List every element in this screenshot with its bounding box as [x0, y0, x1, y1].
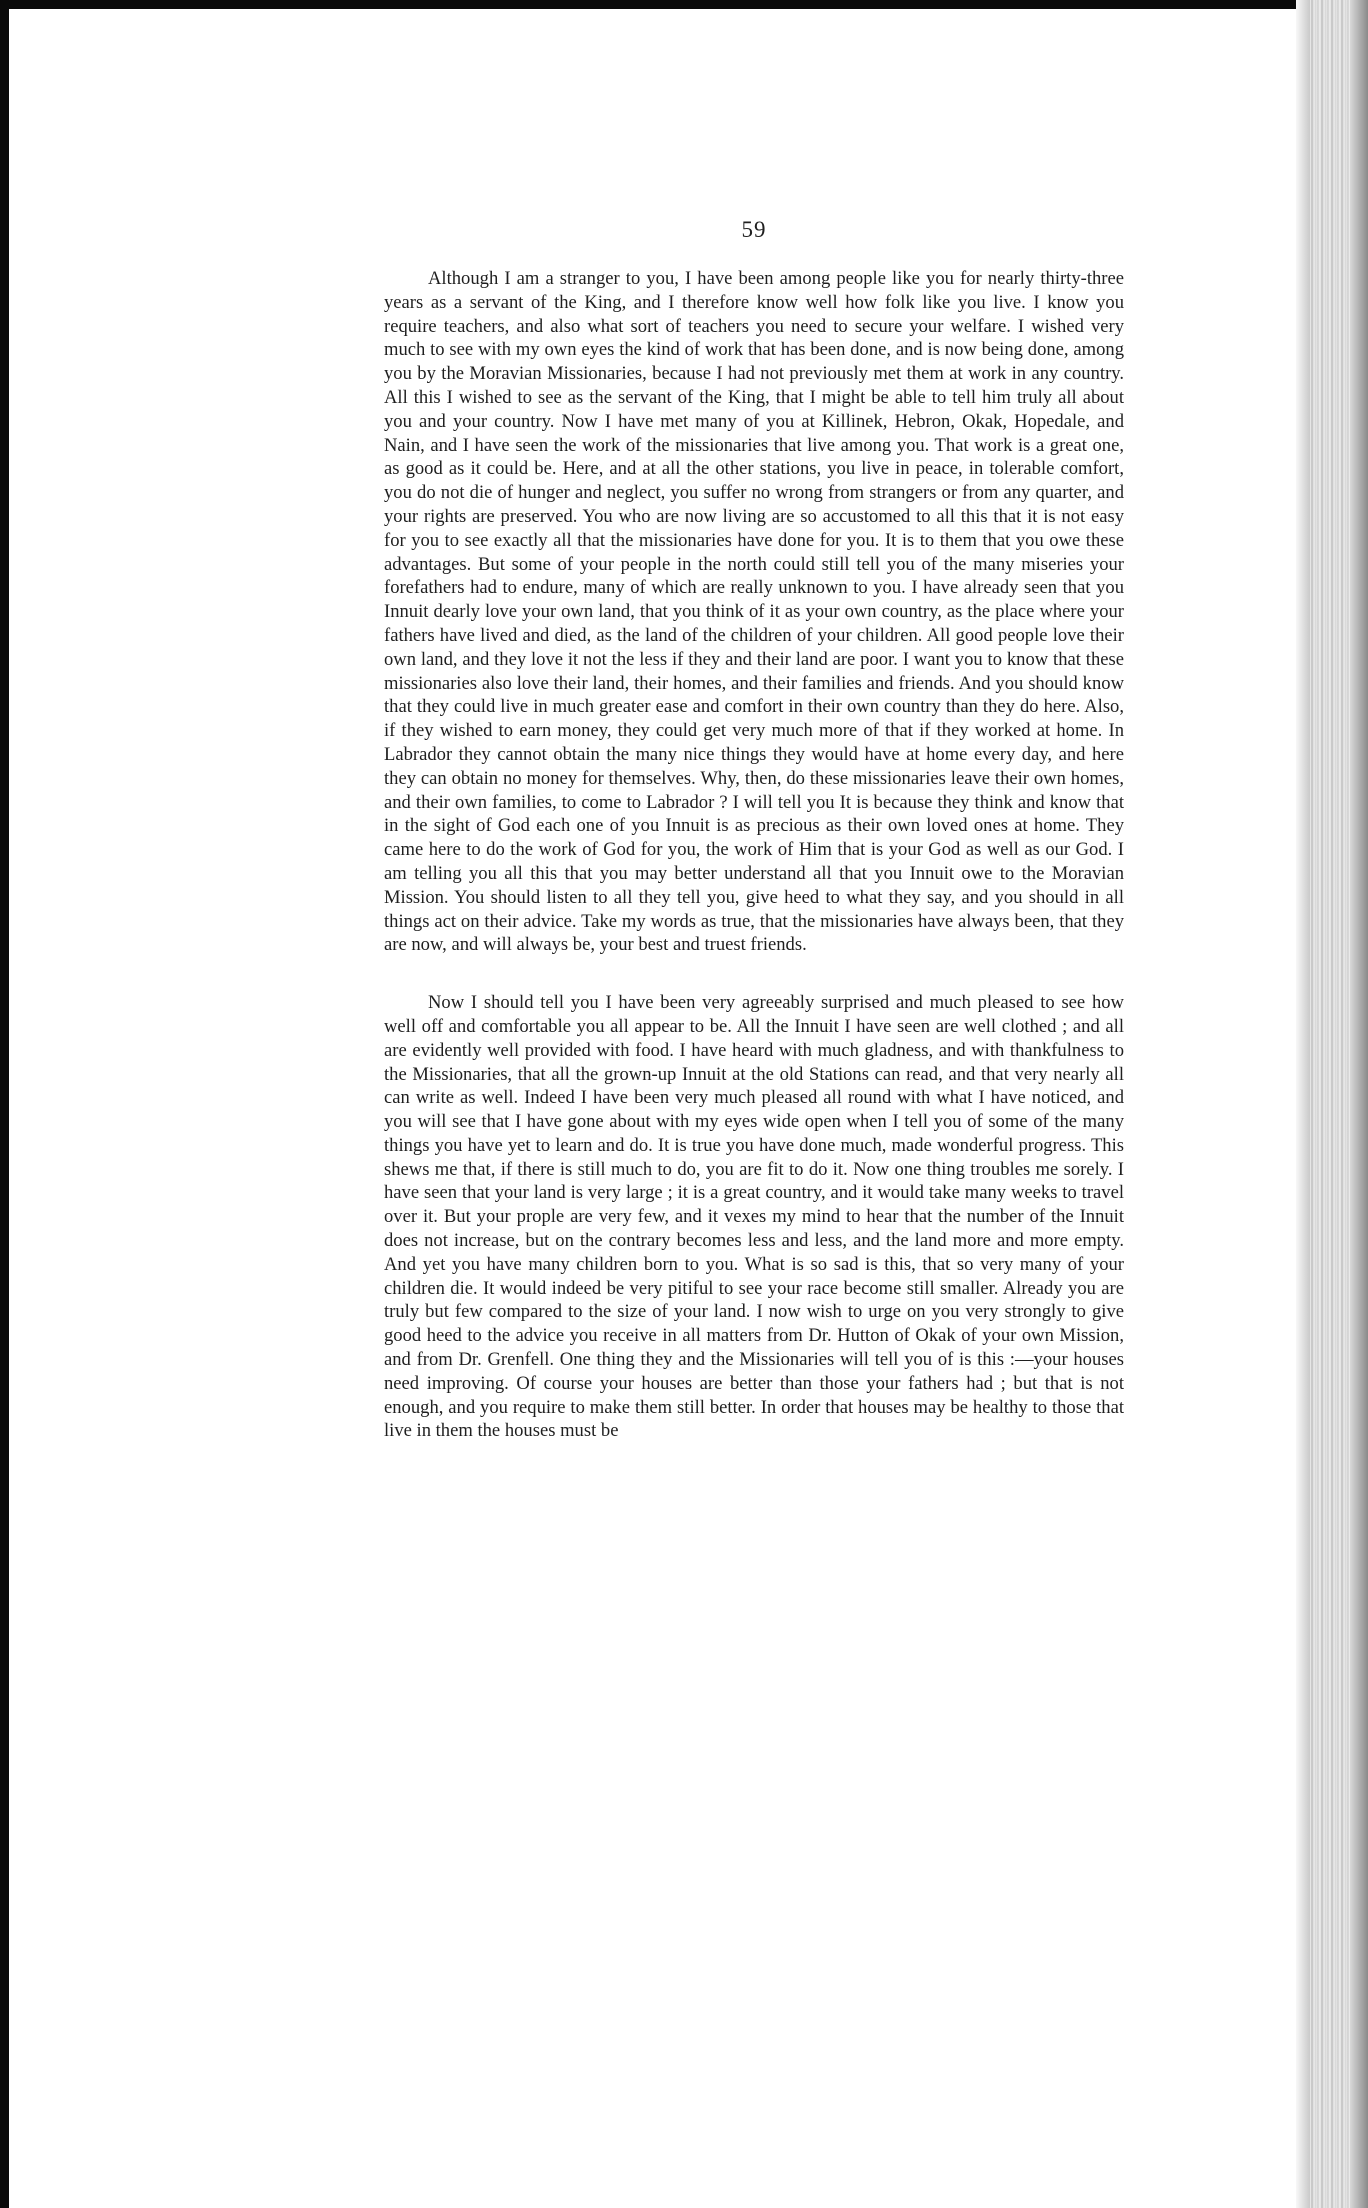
paragraph-2: Now I should tell you I have been very agreeably surprised and much pleased to see how well off and comfortable you all appear to be. All the Innuit I have seen are well clothed ; and all are evidently well provided with food. I have heard with much gladness, and with thankfulness to the Missionaries, that all the grown-up Innuit at the old Stations can read, and that very nearly all can write as well. Indeed I have been very much pleased all round with what I have noticed, and you will see that I have gone about with my eyes wide open when I tell you of some of the many things you have yet to learn and do. It is true you have done much, made wonderful progress. This shews me that, if there is still much to do, you are fit to do it. Now one thing troubles me sorely. I have seen that your land is very large ; it is a great country, and it would take many weeks to travel over it. But your prople are very few, and it vexes my mind to hear that the number of the Innuit does not increase, but on the contrary becomes less and less, and the land more and more empty. And yet you have many children born to you. What is so sad is this, that so very many of your children die. It would indeed be very pitiful to see your race become still smaller. Already you are truly but few compared to the size of your land. I now wish to urge on you very strongly to give good heed to the advice you receive in all matters from Dr. Hutton of Okak of your own Mission, and from Dr. Grenfell. One thing they and the Missionaries will tell you of is this :—your houses need improving. Of course your houses are better than those your fathers had ; but that is not enough, and you require to make them still better. In order that houses may be healthy to those that live in them the houses must be [384, 992, 1124, 1442]
paragraph-1: Although I am a stranger to you, I have been among people like you for nearly thirty-three years as a servant of the King, and I therefore know well how folk like you live. I know you require teachers, and also what sort of teachers you need to secure your welfare. I wished very much to see with my own eyes the kind of work that has been done, and is now being done, among you by the Moravian Missionaries, because I had not previously met them at work in any country. All this I wished to see as the servant of the King, that I might be able to tell him truly all about you and your country. Now I have met many of you at Killinek, Hebron, Okak, Hopedale, and Nain, and I have seen the work of the missionaries that live among you. That work is a great one, as good as it could be. Here, and at all the other stations, you live in peace, in tolerable comfort, you do not die of hunger and neglect, you suffer no wrong from strangers or from any quarter, and your rights are preserved. You who are now living are so accustomed to all this that it is not easy for you to see exactly all that the missionaries have done for you. It is to them that you owe these advantages. But some of your people in the north could still tell you of the many miseries your forefathers had to endure, many of which are really unknown to you. I have already seen that you Innuit dearly love your own land, that you think of it as your own country, as the place where your fathers have lived and died, as the land of the children of your children. All good people love their own land, and they love it not the less if they and their land are poor. I want you to know that these missionaries also love their land, their homes, and their families and friends. And you should know that they could live in much greater ease and comfort in their own country than they do here. Also, if they wished to earn money, they could get very much more of that if they worked at home. In Labrador they cannot obtain the many nice things they would have at home every day, and here they can obtain no money for themselves. Why, then, do these missionaries leave their own homes, and their own families, to come to Labrador ? I will tell you It is because they think and know that in the sight of God each one of you Innuit is as precious as their own loved ones at home. They came here to do the work of God for you, the work of Him that is your God as well as our God. I am telling you all this that you may better understand all that you Innuit owe to the Moravian Mission. You should listen to all they tell you, give heed to what they say, and you should in all things act on their advice. Take my words as true, that the missionaries have always been, that they are now, and will always be, your best and truest friends. [384, 268, 1124, 956]
scan-border-top [0, 0, 1368, 9]
page-number: 59 [741, 217, 767, 242]
page-body [384, 190, 1124, 1443]
scan-border-left [0, 0, 9, 2208]
book-binding-edge [1296, 0, 1368, 2208]
